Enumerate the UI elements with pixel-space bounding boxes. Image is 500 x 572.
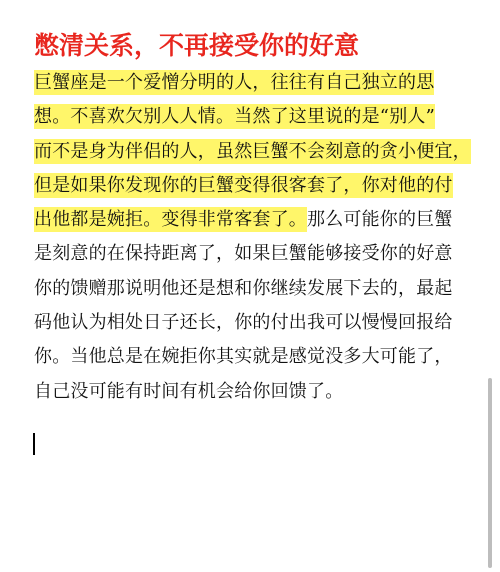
text-line: [34, 203, 484, 237]
text-line: [34, 135, 484, 169]
text-line: [34, 306, 484, 340]
article-body[interactable]: [34, 66, 484, 409]
highlighted-text: 巨蟹座是一个爱憎分明的人，往往有自己独立的思: [34, 72, 435, 93]
text-cursor: [33, 433, 35, 455]
plain-text: 自己没可能有时间有机会给你回馈了。: [34, 380, 344, 402]
plain-text: 你的馈赠那说明他还是想和你继续发展下去的，最起: [34, 277, 453, 299]
plain-text: 码他认为相处日子还长，你的付出我可以慢慢回报给: [34, 312, 453, 334]
plain-text: 你。当他总是在婉拒你其实就是感觉没多大可能了，: [34, 346, 453, 368]
text-line: [34, 272, 484, 306]
text-line: [34, 169, 484, 203]
highlighted-text: 出他都是婉拒。变得非常客套了。: [34, 209, 307, 231]
highlighted-text: 但是如果你发现你的巨蟹变得很客套了，你对他的付: [34, 174, 453, 196]
text-line: [34, 237, 484, 271]
text-line: [34, 375, 484, 409]
text-line: [34, 100, 484, 134]
scrollbar[interactable]: [488, 378, 492, 568]
text-line: [34, 340, 484, 374]
highlighted-text: 想。不喜欢欠别人人情。当然了这里说的是“别人”: [34, 106, 436, 128]
plain-text: 是刻意的在保持距离了，如果巨蟹能够接受你的好意: [34, 243, 453, 265]
article-title: 憋清关系，不再接受你的好意: [34, 31, 360, 60]
text-line: [34, 66, 484, 100]
highlighted-text: 而不是身为伴侣的人，虽然巨蟹不会刻意的贪小便宜，: [34, 140, 471, 162]
plain-text: 那么可能你的巨蟹: [307, 209, 453, 231]
